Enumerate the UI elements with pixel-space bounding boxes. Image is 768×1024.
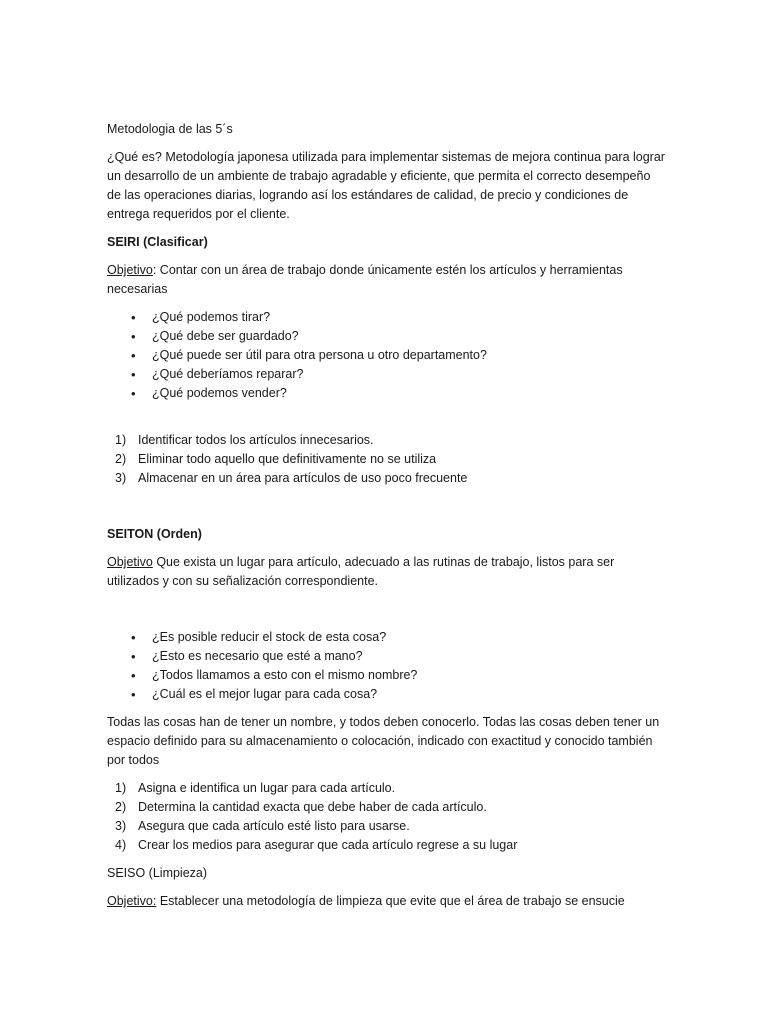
step-text: Crear los medios para asegurar que cada artículo regrese a su lugar: [138, 838, 518, 852]
seiton-questions-list: [107, 628, 667, 704]
seiri-objective-label: Objetivo: [107, 263, 153, 277]
step-number: 1): [115, 433, 127, 447]
seiso-objective: [107, 892, 667, 911]
step-number: 1): [115, 781, 127, 795]
seiri-questions-list: [107, 308, 667, 403]
list-item: [107, 817, 667, 836]
list-item: [107, 798, 667, 817]
list-item: • ¿Esto es necesario que esté a mano?: [107, 647, 667, 666]
list-item: • ¿Cuál es el mejor lugar para cada cosa?: [107, 685, 667, 704]
step-text: Determina la cantidad exacta que debe haber de cada artículo.: [138, 800, 487, 814]
list-item: • ¿Todos llamamos a esto con el mismo nombre?: [107, 666, 667, 685]
list-item: • ¿Qué puede ser útil para otra persona u otro departamento?: [107, 346, 667, 365]
seiri-objective: [107, 261, 667, 299]
step-number: 3): [115, 471, 127, 485]
list-item: • ¿Es posible reducir el stock de esta cosa?: [107, 628, 667, 647]
seiso-objective-text: Establecer una metodología de limpieza que evite que el área de trabajo se ensucie: [156, 894, 625, 908]
list-item: [107, 469, 667, 488]
seiso-heading: SEISO (Limpieza): [107, 866, 208, 880]
list-item: • ¿Qué podemos vender?: [107, 384, 667, 403]
step-text: Asigna e identifica un lugar para cada artículo.: [138, 781, 396, 795]
list-item: • ¿Qué podemos tirar?: [107, 308, 667, 327]
seiton-steps-list: [107, 779, 667, 855]
step-text: Asegura que cada artículo esté listo para usarse.: [138, 819, 410, 833]
seiso-objective-label: Objetivo:: [107, 894, 157, 908]
list-item: • ¿Qué debe ser guardado?: [107, 327, 667, 346]
step-number: 2): [115, 800, 127, 814]
seiton-objective-text: Que exista un lugar para artículo, adecuado a las rutinas de trabajo, listos para ser utilizados y con su señalización correspondiente.: [107, 555, 615, 588]
seiri-heading: SEIRI (Clasificar): [107, 235, 208, 249]
list-item: [107, 836, 667, 855]
step-text: Identificar todos los artículos innecesarios.: [138, 433, 374, 447]
spacer: [107, 412, 667, 431]
seiton-paragraph: Todas las cosas han de tener un nombre, y todos deben conocerlo. Todas las cosas deben tener un espacio definido para su almacenamiento o colocación, indicado con exactitud y conocido también por todos: [107, 715, 660, 767]
list-item: [107, 431, 667, 450]
seiton-heading: SEITON (Orden): [107, 527, 202, 541]
list-item: [107, 779, 667, 798]
spacer: [107, 600, 667, 628]
step-text: Eliminar todo aquello que definitivamente no se utiliza: [138, 452, 437, 466]
step-number: 2): [115, 452, 127, 466]
document-title: Metodologia de las 5´s: [107, 122, 233, 136]
list-item: [107, 450, 667, 469]
document-page: [107, 120, 667, 920]
seiton-objective-label: Objetivo: [107, 555, 153, 569]
spacer: [107, 497, 667, 525]
step-number: 3): [115, 819, 127, 833]
step-text: Almacenar en un área para artículos de uso poco frecuente: [138, 471, 468, 485]
step-number: 4): [115, 838, 127, 852]
list-item: • ¿Qué deberíamos reparar?: [107, 365, 667, 384]
seiton-objective: [107, 553, 667, 591]
seiri-objective-text: : Contar con un área de trabajo donde únicamente estén los artículos y herramientas necesarias: [107, 263, 623, 296]
intro-paragraph: ¿Qué es? Metodología japonesa utilizada para implementar sistemas de mejora continua para lograr un desarrollo de un ambiente de trabajo agradable y eficiente, que permita el correcto desempeño de las operaciones diarias, logrando así los estándares de calidad, de precio y condiciones de entrega requeridos por el cliente.: [107, 150, 665, 221]
seiri-steps-list: [107, 431, 667, 488]
